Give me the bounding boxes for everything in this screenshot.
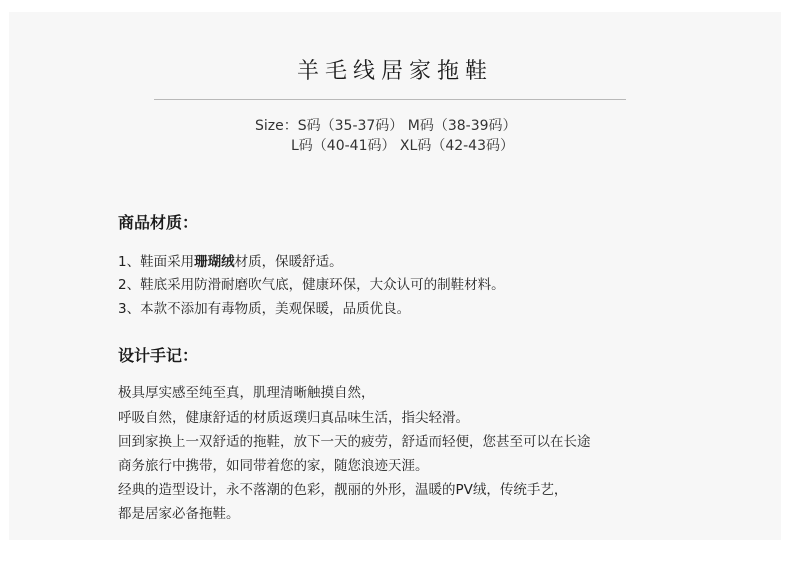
design-line-6: 都是居家必备拖鞋。 — [118, 506, 240, 522]
size-line-2: L码（40-41码） XL码（42-43码） — [291, 138, 515, 154]
material-item-1 — [118, 250, 343, 270]
design-line-3: 回到家换上一双舒适的拖鞋，放下一天的疲劳，舒适而轻便，您甚至可以在长途 — [118, 434, 591, 450]
design-line-1: 极具厚实感至纯至真，肌理清晰触摸自然， — [118, 385, 375, 401]
material-item-1-highlight: 珊瑚绒 — [194, 254, 235, 270]
design-line-5: 经典的造型设计，永不落潮的色彩，靓丽的外形，温暖的PV绒，传统手艺， — [118, 482, 568, 498]
material-item-1-suffix: 材质，保暖舒适。 — [234, 254, 343, 270]
page-title: 羊毛线居家拖鞋 — [296, 59, 493, 84]
material-item-1-prefix: 1、鞋面采用 — [118, 254, 195, 270]
design-line-4: 商务旅行中携带，如同带着您的家，随您浪迹天涯。 — [118, 458, 429, 474]
design-heading: 设计手记： — [118, 346, 199, 365]
design-line-2: 呼吸自然，健康舒适的材质返璞归真品味生活，指尖轻滑。 — [118, 410, 469, 426]
material-item-2: 2、鞋底采用防滑耐磨吹气底，健康环保，大众认可的制鞋材料。 — [118, 277, 505, 293]
size-line-1: Size：S码（35-37码） M码（38-39码） — [255, 118, 517, 134]
material-item-3: 3、本款不添加有毒物质，美观保暖，品质优良。 — [118, 301, 411, 317]
title-divider — [154, 99, 626, 100]
material-heading: 商品材质： — [118, 213, 199, 232]
